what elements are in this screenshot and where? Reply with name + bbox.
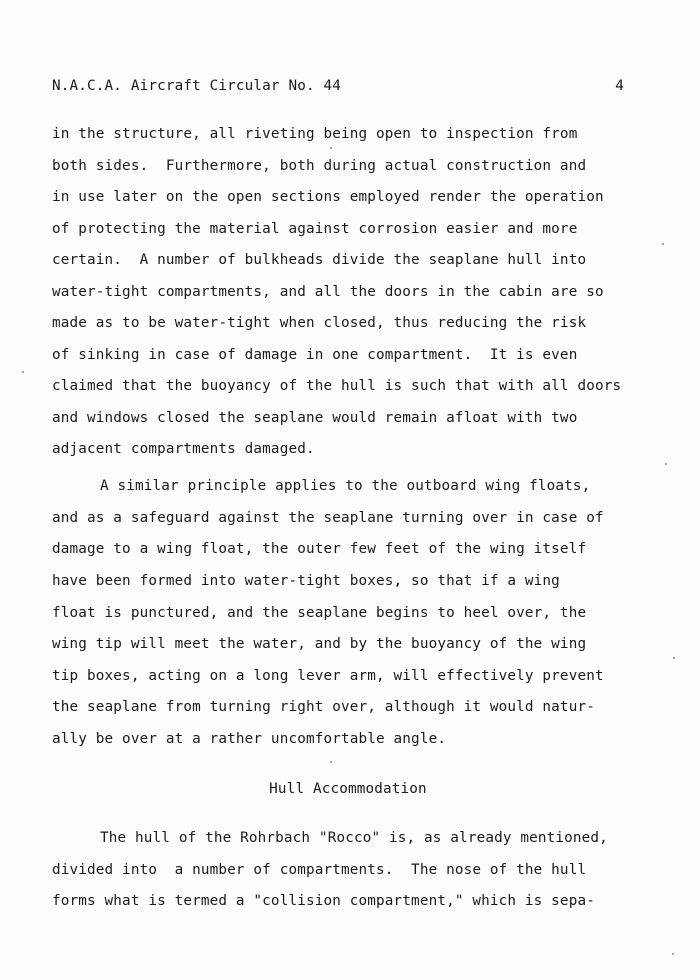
text-line: the seaplane from turning right over, although it would natur- [52, 699, 595, 715]
text-line: divided into a number of compartments. The nose of the hull [52, 862, 587, 878]
text-line: and as a safeguard against the seaplane turning over in case of [52, 510, 604, 526]
text-line: A similar principle applies to the outboard wing floats, [100, 478, 591, 494]
page-header [52, 78, 632, 98]
section-heading-text: Hull Accommodation [269, 781, 427, 797]
scan-speck [665, 463, 667, 465]
text-line: adjacent compartments damaged. [52, 441, 315, 457]
header-title: N.A.C.A. Aircraft Circular No. 44 [52, 78, 341, 94]
scan-speck [672, 953, 674, 955]
text-line: have been formed into water-tight boxes, so that if a wing [52, 573, 560, 589]
text-line: forms what is termed a "collision compartment," which is sepa- [52, 893, 595, 909]
text-line: float is punctured, and the seaplane begins to heel over, the [52, 605, 587, 621]
scan-speck [330, 147, 332, 149]
text-line: certain. A number of bulkheads divide the seaplane hull into [52, 252, 587, 268]
text-line: of protecting the material against corrosion easier and more [52, 221, 578, 237]
scan-speck [673, 657, 675, 659]
scan-speck [22, 371, 24, 373]
text-line: The hull of the Rohrbach "Rocco" is, as already mentioned, [100, 830, 608, 846]
scan-speck [330, 761, 332, 763]
text-line: of sinking in case of damage in one compartment. It is even [52, 347, 578, 363]
page-number: 4 [615, 78, 624, 94]
text-line: in use later on the open sections employed render the operation [52, 189, 604, 205]
text-line: and windows closed the seaplane would remain afloat with two [52, 410, 578, 426]
scan-speck [662, 243, 664, 245]
text-line: tip boxes, acting on a long lever arm, will effectively prevent [52, 668, 604, 684]
section-heading [0, 781, 700, 797]
text-line: made as to be water-tight when closed, thus reducing the risk [52, 315, 587, 331]
text-line: ally be over at a rather uncomfortable angle. [52, 731, 447, 747]
text-line: wing tip will meet the water, and by the buoyancy of the wing [52, 636, 587, 652]
text-line: both sides. Furthermore, both during actual construction and [52, 158, 587, 174]
text-line: claimed that the buoyancy of the hull is such that with all doors [52, 378, 622, 394]
text-line: damage to a wing float, the outer few feet of the wing itself [52, 541, 587, 557]
text-line: water-tight compartments, and all the doors in the cabin are so [52, 284, 604, 300]
text-line: in the structure, all riveting being open to inspection from [52, 126, 578, 142]
